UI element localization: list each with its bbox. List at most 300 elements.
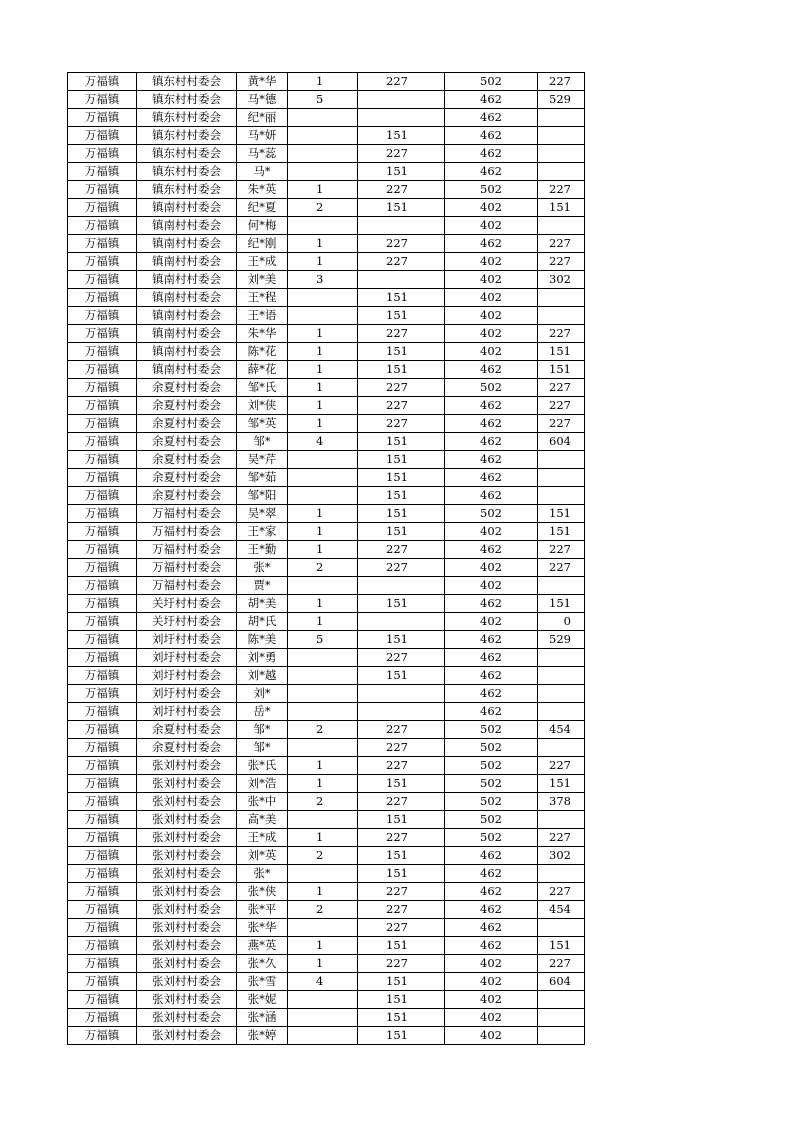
amount-a-cell: 151: [358, 451, 445, 469]
count-cell: 1: [288, 379, 358, 397]
count-cell: 1: [288, 775, 358, 793]
committee-cell: 余夏村村委会: [137, 739, 237, 757]
amount-b-cell: 402: [445, 343, 538, 361]
amount-a-cell: 151: [358, 433, 445, 451]
name-cell: 马*德: [237, 91, 288, 109]
town-cell: 万福镇: [68, 667, 137, 685]
amount-a-cell: 227: [358, 757, 445, 775]
town-cell: 万福镇: [68, 145, 137, 163]
table-row: [68, 1027, 585, 1045]
amount-a-cell: 227: [358, 793, 445, 811]
amount-b-cell: 462: [445, 397, 538, 415]
town-cell: 万福镇: [68, 235, 137, 253]
amount-a-cell: 151: [358, 847, 445, 865]
amount-c-cell: 227: [538, 955, 585, 973]
table-row: [68, 415, 585, 433]
town-cell: 万福镇: [68, 559, 137, 577]
amount-c-cell: 227: [538, 415, 585, 433]
count-cell: 1: [288, 415, 358, 433]
count-cell: 1: [288, 937, 358, 955]
amount-c-cell: 454: [538, 721, 585, 739]
name-cell: 胡*氏: [237, 613, 288, 631]
amount-a-cell: 227: [358, 541, 445, 559]
amount-c-cell: 227: [538, 829, 585, 847]
amount-c-cell: [538, 163, 585, 181]
count-cell: 1: [288, 595, 358, 613]
amount-c-cell: 227: [538, 397, 585, 415]
count-cell: [288, 469, 358, 487]
amount-b-cell: 402: [445, 271, 538, 289]
amount-b-cell: 402: [445, 217, 538, 235]
amount-c-cell: [538, 811, 585, 829]
table-row: [68, 145, 585, 163]
amount-c-cell: [538, 919, 585, 937]
table-row: [68, 667, 585, 685]
town-cell: 万福镇: [68, 865, 137, 883]
count-cell: [288, 685, 358, 703]
amount-b-cell: 462: [445, 235, 538, 253]
name-cell: 王*勤: [237, 541, 288, 559]
amount-a-cell: 151: [358, 127, 445, 145]
town-cell: 万福镇: [68, 811, 137, 829]
amount-a-cell: [358, 91, 445, 109]
name-cell: 朱*英: [237, 181, 288, 199]
committee-cell: 关圩村村委会: [137, 613, 237, 631]
town-cell: 万福镇: [68, 451, 137, 469]
town-cell: 万福镇: [68, 505, 137, 523]
committee-cell: 张刘村村委会: [137, 775, 237, 793]
committee-cell: 余夏村村委会: [137, 415, 237, 433]
town-cell: 万福镇: [68, 937, 137, 955]
town-cell: 万福镇: [68, 901, 137, 919]
table-row: [68, 955, 585, 973]
amount-b-cell: 462: [445, 901, 538, 919]
name-cell: 刘*勇: [237, 649, 288, 667]
amount-a-cell: 151: [358, 595, 445, 613]
amount-a-cell: 227: [358, 325, 445, 343]
town-cell: 万福镇: [68, 307, 137, 325]
name-cell: 刘*越: [237, 667, 288, 685]
town-cell: 万福镇: [68, 595, 137, 613]
amount-b-cell: 462: [445, 865, 538, 883]
town-cell: 万福镇: [68, 973, 137, 991]
committee-cell: 关圩村村委会: [137, 595, 237, 613]
amount-b-cell: 502: [445, 793, 538, 811]
town-cell: 万福镇: [68, 325, 137, 343]
committee-cell: 张刘村村委会: [137, 793, 237, 811]
amount-a-cell: 227: [358, 253, 445, 271]
amount-c-cell: 378: [538, 793, 585, 811]
town-cell: 万福镇: [68, 739, 137, 757]
count-cell: 1: [288, 613, 358, 631]
table-row: [68, 289, 585, 307]
town-cell: 万福镇: [68, 109, 137, 127]
amount-b-cell: 462: [445, 631, 538, 649]
amount-c-cell: [538, 469, 585, 487]
amount-c-cell: 227: [538, 235, 585, 253]
table-row: [68, 937, 585, 955]
amount-a-cell: 151: [358, 361, 445, 379]
amount-b-cell: 402: [445, 613, 538, 631]
name-cell: 张*侠: [237, 883, 288, 901]
committee-cell: 万福村村委会: [137, 559, 237, 577]
town-cell: 万福镇: [68, 613, 137, 631]
table-row: [68, 91, 585, 109]
amount-c-cell: 227: [538, 757, 585, 775]
count-cell: 1: [288, 955, 358, 973]
committee-cell: 镇东村村委会: [137, 145, 237, 163]
town-cell: 万福镇: [68, 379, 137, 397]
town-cell: 万福镇: [68, 649, 137, 667]
count-cell: 1: [288, 541, 358, 559]
committee-cell: 余夏村村委会: [137, 451, 237, 469]
amount-c-cell: [538, 127, 585, 145]
amount-c-cell: [538, 451, 585, 469]
count-cell: [288, 145, 358, 163]
count-cell: 1: [288, 505, 358, 523]
table-row: [68, 901, 585, 919]
count-cell: [288, 289, 358, 307]
committee-cell: 刘圩村村委会: [137, 685, 237, 703]
committee-cell: 张刘村村委会: [137, 883, 237, 901]
name-cell: 陈*花: [237, 343, 288, 361]
table-row: [68, 991, 585, 1009]
name-cell: 贾*: [237, 577, 288, 595]
count-cell: 4: [288, 433, 358, 451]
name-cell: 邹*: [237, 739, 288, 757]
count-cell: [288, 703, 358, 721]
amount-b-cell: 402: [445, 559, 538, 577]
amount-a-cell: 227: [358, 955, 445, 973]
count-cell: [288, 1027, 358, 1045]
count-cell: 1: [288, 253, 358, 271]
amount-a-cell: 151: [358, 199, 445, 217]
name-cell: 张*涵: [237, 1009, 288, 1027]
committee-cell: 张刘村村委会: [137, 991, 237, 1009]
count-cell: 5: [288, 91, 358, 109]
amount-b-cell: 402: [445, 955, 538, 973]
amount-a-cell: 227: [358, 829, 445, 847]
table-row: [68, 181, 585, 199]
amount-c-cell: 227: [538, 883, 585, 901]
name-cell: 张*妮: [237, 991, 288, 1009]
table-row: [68, 253, 585, 271]
amount-a-cell: [358, 703, 445, 721]
amount-c-cell: 604: [538, 433, 585, 451]
amount-c-cell: [538, 145, 585, 163]
table-row: [68, 883, 585, 901]
committee-cell: 镇南村村委会: [137, 289, 237, 307]
committee-cell: 张刘村村委会: [137, 847, 237, 865]
amount-a-cell: 151: [358, 487, 445, 505]
amount-a-cell: 151: [358, 289, 445, 307]
amount-b-cell: 502: [445, 181, 538, 199]
count-cell: 1: [288, 397, 358, 415]
amount-b-cell: 462: [445, 145, 538, 163]
committee-cell: 余夏村村委会: [137, 433, 237, 451]
town-cell: 万福镇: [68, 433, 137, 451]
town-cell: 万福镇: [68, 775, 137, 793]
amount-b-cell: 462: [445, 703, 538, 721]
amount-c-cell: 151: [538, 199, 585, 217]
amount-a-cell: 151: [358, 505, 445, 523]
name-cell: 张*中: [237, 793, 288, 811]
name-cell: 张*雪: [237, 973, 288, 991]
table-row: [68, 433, 585, 451]
committee-cell: 镇东村村委会: [137, 73, 237, 91]
amount-c-cell: 151: [538, 595, 585, 613]
name-cell: 朱*华: [237, 325, 288, 343]
amount-b-cell: 502: [445, 739, 538, 757]
amount-a-cell: 227: [358, 145, 445, 163]
name-cell: 王*语: [237, 307, 288, 325]
amount-b-cell: 462: [445, 109, 538, 127]
amount-b-cell: 462: [445, 469, 538, 487]
town-cell: 万福镇: [68, 685, 137, 703]
town-cell: 万福镇: [68, 73, 137, 91]
town-cell: 万福镇: [68, 217, 137, 235]
name-cell: 吴*翠: [237, 505, 288, 523]
amount-a-cell: 151: [358, 937, 445, 955]
amount-b-cell: 402: [445, 199, 538, 217]
table-row: [68, 559, 585, 577]
amount-a-cell: 151: [358, 865, 445, 883]
count-cell: 2: [288, 199, 358, 217]
amount-c-cell: [538, 289, 585, 307]
name-cell: 王*程: [237, 289, 288, 307]
name-cell: 纪*夏: [237, 199, 288, 217]
table-row: [68, 379, 585, 397]
amount-c-cell: 151: [538, 775, 585, 793]
name-cell: 邹*: [237, 721, 288, 739]
amount-c-cell: 529: [538, 631, 585, 649]
town-cell: 万福镇: [68, 469, 137, 487]
amount-c-cell: 529: [538, 91, 585, 109]
committee-cell: 余夏村村委会: [137, 721, 237, 739]
committee-cell: 张刘村村委会: [137, 811, 237, 829]
town-cell: 万福镇: [68, 631, 137, 649]
table-row: [68, 271, 585, 289]
amount-a-cell: 151: [358, 667, 445, 685]
table-row: [68, 613, 585, 631]
name-cell: 马*: [237, 163, 288, 181]
amount-c-cell: 227: [538, 559, 585, 577]
amount-c-cell: [538, 487, 585, 505]
name-cell: 马*蕊: [237, 145, 288, 163]
amount-c-cell: [538, 577, 585, 595]
table-row: [68, 973, 585, 991]
count-cell: [288, 649, 358, 667]
amount-a-cell: 151: [358, 775, 445, 793]
count-cell: 3: [288, 271, 358, 289]
amount-c-cell: 604: [538, 973, 585, 991]
amount-c-cell: 151: [538, 361, 585, 379]
amount-b-cell: 502: [445, 757, 538, 775]
committee-cell: 刘圩村村委会: [137, 649, 237, 667]
amount-c-cell: 454: [538, 901, 585, 919]
amount-a-cell: [358, 217, 445, 235]
amount-a-cell: 227: [358, 919, 445, 937]
table-row: [68, 757, 585, 775]
amount-b-cell: 502: [445, 775, 538, 793]
count-cell: [288, 919, 358, 937]
amount-b-cell: 402: [445, 1027, 538, 1045]
amount-b-cell: 502: [445, 73, 538, 91]
amount-b-cell: 462: [445, 847, 538, 865]
name-cell: 刘*英: [237, 847, 288, 865]
town-cell: 万福镇: [68, 991, 137, 1009]
count-cell: 1: [288, 235, 358, 253]
table-row: [68, 775, 585, 793]
table-row: [68, 685, 585, 703]
amount-b-cell: 462: [445, 361, 538, 379]
amount-c-cell: 151: [538, 505, 585, 523]
count-cell: [288, 667, 358, 685]
count-cell: 1: [288, 883, 358, 901]
name-cell: 张*久: [237, 955, 288, 973]
town-cell: 万福镇: [68, 271, 137, 289]
amount-a-cell: 227: [358, 415, 445, 433]
amount-c-cell: [538, 649, 585, 667]
amount-b-cell: 502: [445, 829, 538, 847]
amount-a-cell: 227: [358, 73, 445, 91]
amount-c-cell: [538, 703, 585, 721]
count-cell: 1: [288, 361, 358, 379]
name-cell: 岳*: [237, 703, 288, 721]
amount-c-cell: 302: [538, 271, 585, 289]
table-row: [68, 523, 585, 541]
table-row: [68, 919, 585, 937]
amount-a-cell: 227: [358, 649, 445, 667]
amount-c-cell: 302: [538, 847, 585, 865]
amount-a-cell: 151: [358, 973, 445, 991]
name-cell: 王*成: [237, 829, 288, 847]
count-cell: [288, 163, 358, 181]
count-cell: 1: [288, 325, 358, 343]
table-row: [68, 73, 585, 91]
table-row: [68, 307, 585, 325]
amount-a-cell: 227: [358, 235, 445, 253]
amount-a-cell: 227: [358, 883, 445, 901]
count-cell: [288, 865, 358, 883]
amount-c-cell: 227: [538, 181, 585, 199]
committee-cell: 张刘村村委会: [137, 955, 237, 973]
table-body: [68, 73, 585, 1045]
amount-c-cell: 227: [538, 379, 585, 397]
table-row: [68, 541, 585, 559]
name-cell: 陈*美: [237, 631, 288, 649]
amount-b-cell: 462: [445, 415, 538, 433]
amount-b-cell: 402: [445, 325, 538, 343]
table-row: [68, 505, 585, 523]
table-row: [68, 451, 585, 469]
name-cell: 燕*英: [237, 937, 288, 955]
committee-cell: 镇南村村委会: [137, 217, 237, 235]
count-cell: 1: [288, 343, 358, 361]
amount-c-cell: 227: [538, 253, 585, 271]
town-cell: 万福镇: [68, 415, 137, 433]
committee-cell: 张刘村村委会: [137, 829, 237, 847]
name-cell: 黄*华: [237, 73, 288, 91]
name-cell: 邹*英: [237, 415, 288, 433]
amount-b-cell: 462: [445, 163, 538, 181]
amount-c-cell: [538, 217, 585, 235]
table-row: [68, 1009, 585, 1027]
count-cell: [288, 451, 358, 469]
table-row: [68, 127, 585, 145]
count-cell: [288, 811, 358, 829]
table-row: [68, 343, 585, 361]
name-cell: 张*华: [237, 919, 288, 937]
committee-cell: 刘圩村村委会: [137, 631, 237, 649]
name-cell: 刘*浩: [237, 775, 288, 793]
table-row: [68, 361, 585, 379]
table-row: [68, 397, 585, 415]
town-cell: 万福镇: [68, 757, 137, 775]
name-cell: 刘*侠: [237, 397, 288, 415]
table-row: [68, 829, 585, 847]
committee-cell: 镇南村村委会: [137, 361, 237, 379]
committee-cell: 镇东村村委会: [137, 163, 237, 181]
amount-b-cell: 462: [445, 487, 538, 505]
committee-cell: 镇南村村委会: [137, 271, 237, 289]
name-cell: 王*成: [237, 253, 288, 271]
committee-cell: 余夏村村委会: [137, 397, 237, 415]
amount-a-cell: [358, 271, 445, 289]
town-cell: 万福镇: [68, 541, 137, 559]
amount-a-cell: 227: [358, 181, 445, 199]
count-cell: 5: [288, 631, 358, 649]
count-cell: 1: [288, 523, 358, 541]
committee-cell: 余夏村村委会: [137, 469, 237, 487]
committee-cell: 张刘村村委会: [137, 919, 237, 937]
count-cell: [288, 739, 358, 757]
town-cell: 万福镇: [68, 919, 137, 937]
amount-b-cell: 502: [445, 505, 538, 523]
amount-a-cell: 151: [358, 307, 445, 325]
name-cell: 张*婷: [237, 1027, 288, 1045]
committee-cell: 镇南村村委会: [137, 235, 237, 253]
amount-b-cell: 402: [445, 523, 538, 541]
town-cell: 万福镇: [68, 1027, 137, 1045]
name-cell: 纪*丽: [237, 109, 288, 127]
count-cell: 1: [288, 829, 358, 847]
name-cell: 马*妍: [237, 127, 288, 145]
committee-cell: 余夏村村委会: [137, 379, 237, 397]
town-cell: 万福镇: [68, 253, 137, 271]
table-row: [68, 595, 585, 613]
town-cell: 万福镇: [68, 829, 137, 847]
count-cell: 2: [288, 721, 358, 739]
town-cell: 万福镇: [68, 127, 137, 145]
count-cell: [288, 109, 358, 127]
count-cell: 2: [288, 847, 358, 865]
amount-a-cell: 227: [358, 739, 445, 757]
amount-b-cell: 502: [445, 721, 538, 739]
committee-cell: 万福村村委会: [137, 541, 237, 559]
amount-b-cell: 462: [445, 127, 538, 145]
name-cell: 张*: [237, 559, 288, 577]
town-cell: 万福镇: [68, 793, 137, 811]
table-row: [68, 721, 585, 739]
town-cell: 万福镇: [68, 343, 137, 361]
committee-cell: 镇南村村委会: [137, 199, 237, 217]
name-cell: 何*梅: [237, 217, 288, 235]
count-cell: [288, 127, 358, 145]
town-cell: 万福镇: [68, 181, 137, 199]
name-cell: 邹*: [237, 433, 288, 451]
town-cell: 万福镇: [68, 847, 137, 865]
